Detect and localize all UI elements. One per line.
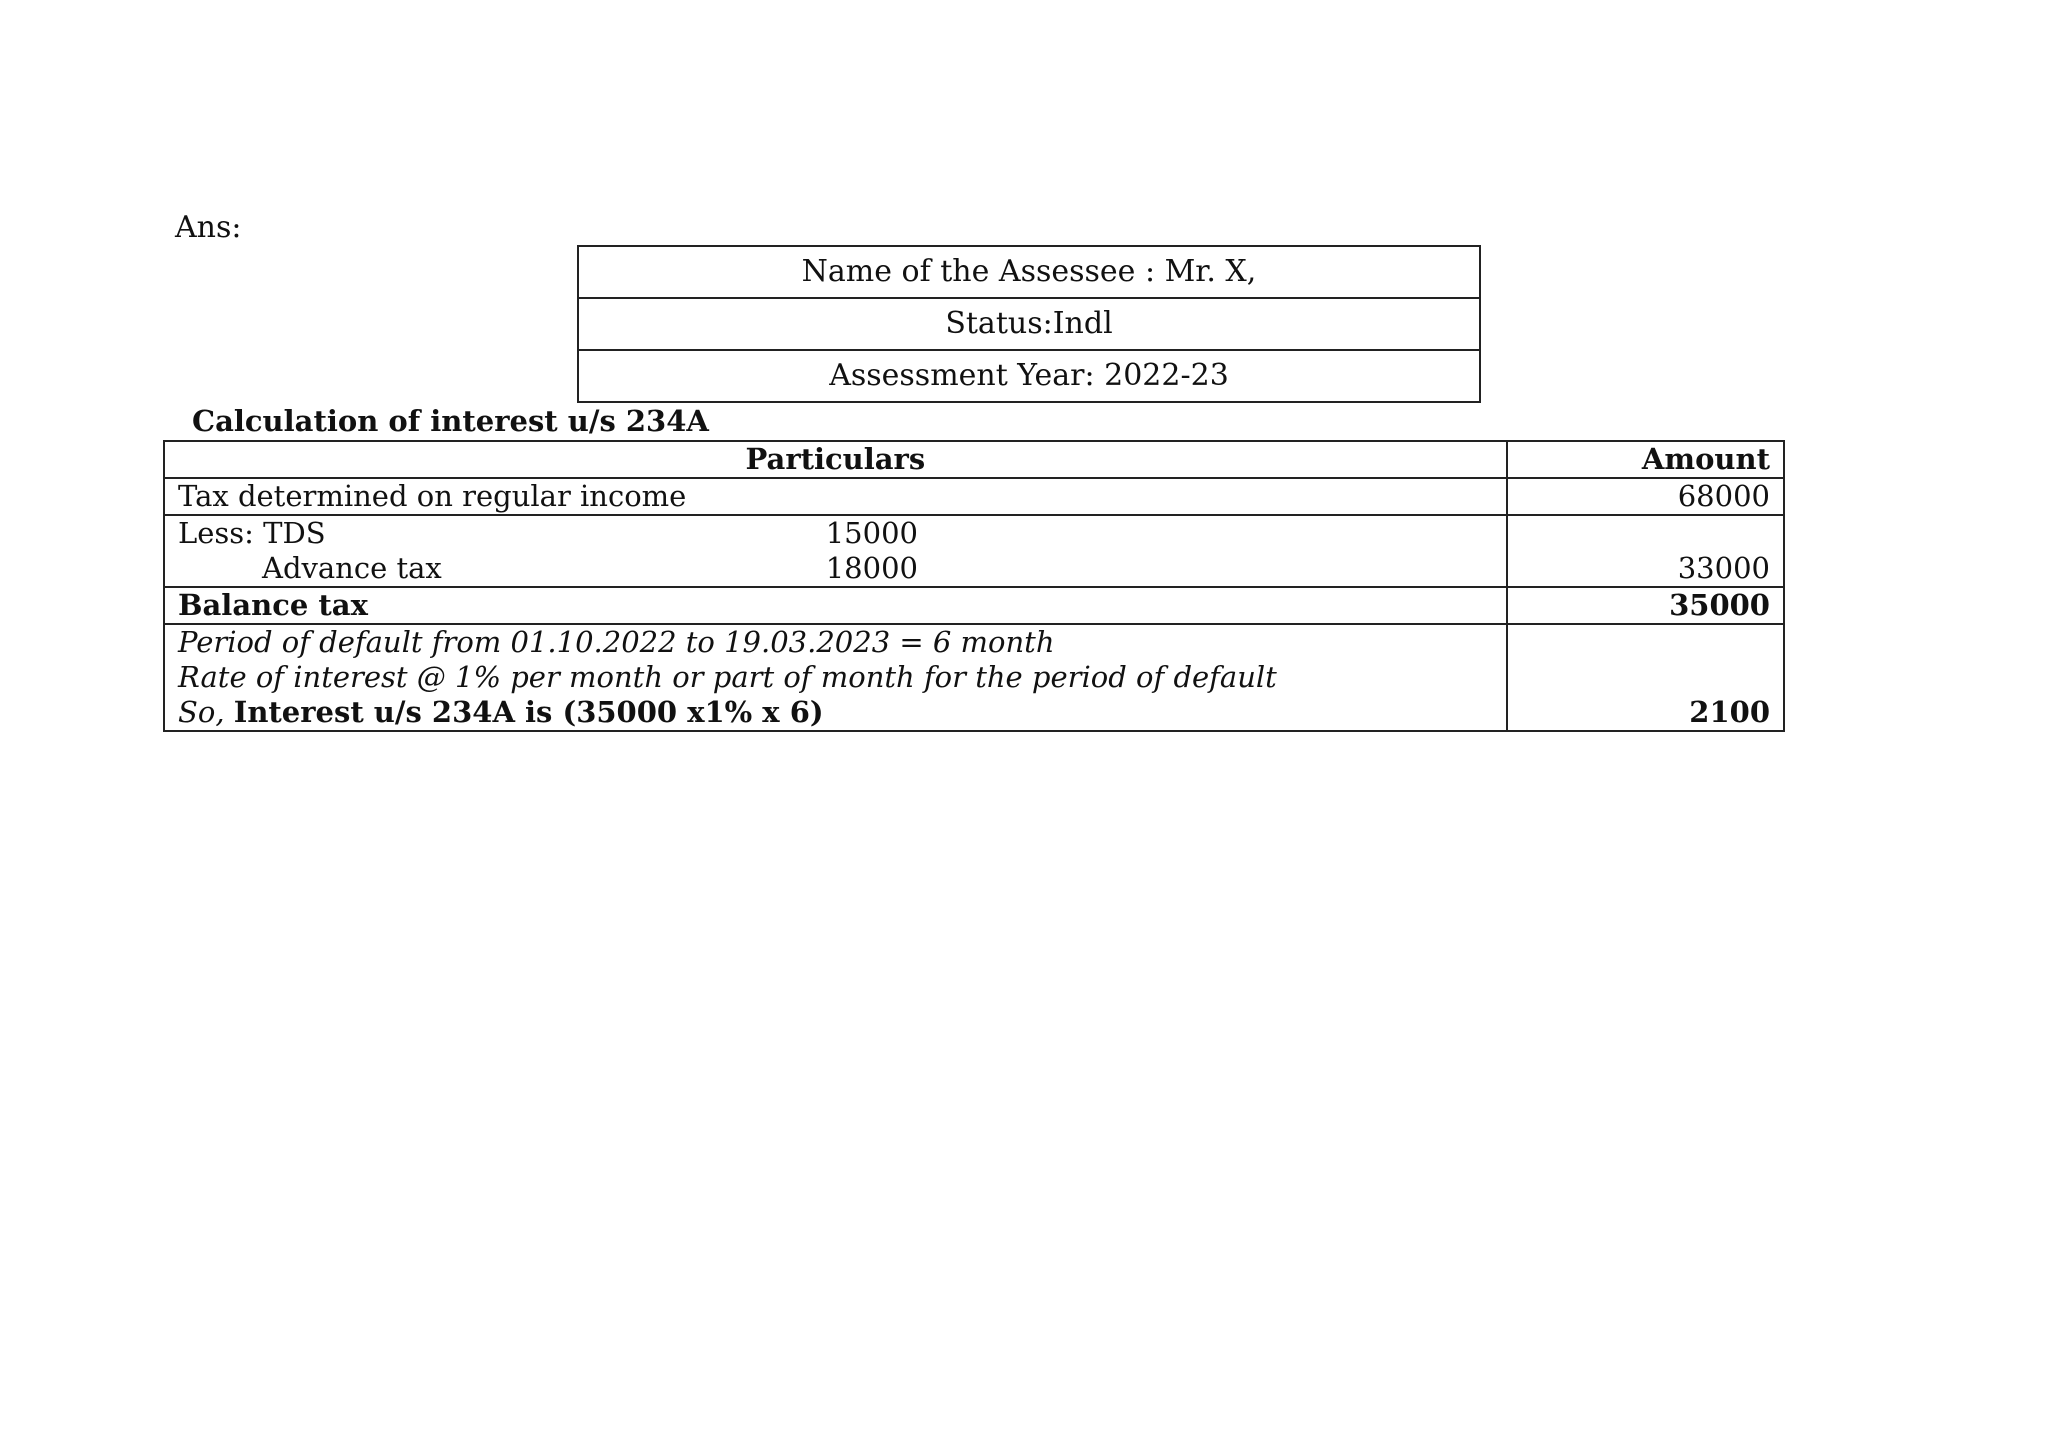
advance-tax-line [178, 551, 1493, 586]
assessee-header-table [577, 245, 1481, 403]
assessee-status: Status:Indl [578, 298, 1480, 350]
advance-tax-amount: 18000 [825, 551, 918, 585]
tds-label: Less: TDS [178, 516, 326, 550]
section-title: Calculation of interest u/s 234A [192, 404, 709, 438]
tax-determined-amount: 68000 [1507, 478, 1784, 515]
tax-determined-label: Tax determined on regular income [164, 478, 1507, 515]
interest-result-line [178, 695, 1493, 730]
less-deductions-cell [164, 515, 1507, 587]
column-header-amount: Amount [1507, 441, 1784, 478]
ans-label: Ans: [175, 210, 242, 245]
table-row-tax-determined [164, 478, 1784, 515]
advance-tax-label: Advance tax [262, 551, 442, 585]
table-header-row [164, 441, 1784, 478]
interest-result-text: Interest u/s 234A is (35000 x1% x 6) [233, 695, 824, 729]
assessee-status-row [578, 298, 1480, 350]
rate-of-interest: Rate of interest @ 1% per month or part of month for the period of default [178, 660, 1277, 694]
table-row-balance-tax [164, 587, 1784, 624]
table-row-less [164, 515, 1784, 587]
table-row-interest [164, 624, 1784, 731]
period-of-default: Period of default from 01.10.2022 to 19.03.2023 = 6 month [178, 625, 1055, 659]
assessment-year-row [578, 350, 1480, 402]
less-total-amount: 33000 [1507, 515, 1784, 587]
interest-details-cell [164, 624, 1507, 731]
interest-amount: 2100 [1507, 624, 1784, 731]
assessee-name-row [578, 246, 1480, 298]
assessment-year: Assessment Year: 2022-23 [578, 350, 1480, 402]
tds-amount: 15000 [825, 516, 918, 550]
interest-calculation-table [163, 440, 1785, 732]
column-header-particulars: Particulars [164, 441, 1507, 478]
so-prefix: So, [178, 695, 225, 729]
balance-tax-label: Balance tax [164, 587, 1507, 624]
tds-line [178, 516, 1493, 551]
balance-tax-amount: 35000 [1507, 587, 1784, 624]
assessee-name: Name of the Assessee : Mr. X, [578, 246, 1480, 298]
